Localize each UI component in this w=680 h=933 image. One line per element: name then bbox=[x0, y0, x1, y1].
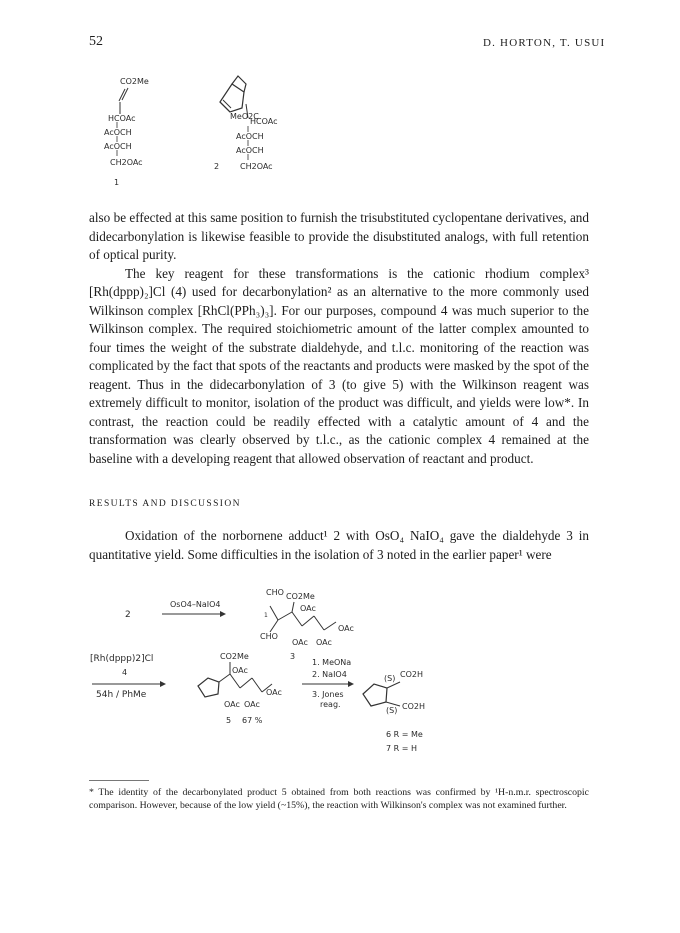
body-text-bottom bbox=[89, 527, 589, 564]
cmpd2-chain-4: CH2OAc bbox=[240, 162, 273, 171]
cmpd5-oac-3: OAc bbox=[224, 700, 240, 709]
reagent3-step2: 2. NaIO4 bbox=[312, 670, 347, 679]
cmpd3-cho-top: CHO bbox=[266, 588, 284, 597]
cmpd1-ester: CO2Me bbox=[120, 77, 149, 86]
footnote: * The identity of the decarbonylated product 5 obtained from both reactions was confirmed by ¹H-n.m.r. spectroscopic comparison. However, because of the low yield (~15%), the reaction with Wilkinson's complex was not examined further. bbox=[89, 787, 589, 811]
catalyst-formula: [Rh(dppp)2]Cl bbox=[90, 654, 154, 664]
cmpd3-ester: CO2Me bbox=[286, 592, 315, 601]
cmpd1-chain-1: HCOAc bbox=[108, 114, 136, 123]
reagent3-step3: 3. Jones bbox=[312, 690, 344, 699]
cmpd2-number: 2 bbox=[214, 162, 220, 171]
cmpd67-stereo-2: (S) bbox=[386, 706, 398, 715]
cmpd3-oac-3: OAc bbox=[292, 638, 308, 647]
cmpd67-acid-1: CO2H bbox=[400, 670, 423, 679]
cmpd67-acid-2: CO2H bbox=[402, 702, 425, 711]
reagent3-step1: 1. MeONa bbox=[312, 658, 352, 667]
cmpd1-number: 1 bbox=[114, 178, 120, 187]
cmpd2-chain-1: HCOAc bbox=[250, 117, 278, 126]
cmpd3-number: 3 bbox=[290, 652, 296, 661]
scheme-2 bbox=[80, 582, 570, 772]
cmpd2-chain-2: AcOCH bbox=[236, 132, 264, 141]
start-cmpd-number: 2 bbox=[125, 610, 131, 620]
cmpd1-chain-2: AcOCH bbox=[104, 128, 132, 137]
cmpd1-chain-3: AcOCH bbox=[104, 142, 132, 151]
cmpd2-chain-3: AcOCH bbox=[236, 146, 264, 155]
running-head: D. HORTON, T. USUI bbox=[483, 37, 606, 49]
cmpd5-oac-4: OAc bbox=[244, 700, 260, 709]
page-number: 52 bbox=[89, 34, 103, 49]
body-text-top bbox=[89, 209, 589, 468]
paragraph-3: Oxidation of the norbornene adduct¹ 2 with OsO₄ NaIO₄ gave the dialdehyde 3 in quantitative yield. Some difficulties in the isolation of 3 noted in the earlier paper¹ were bbox=[89, 528, 589, 562]
cmpd3-oac-2: OAc bbox=[338, 624, 354, 633]
cmpd3-cho-bottom: CHO bbox=[260, 632, 278, 641]
section-heading: RESULTS AND DISCUSSION bbox=[89, 499, 241, 509]
footnote-rule bbox=[89, 780, 149, 781]
reagent3-step3-cont: reag. bbox=[320, 700, 341, 709]
scheme-1 bbox=[70, 62, 400, 212]
reaction-conditions: 54h / PhMe bbox=[96, 690, 147, 700]
paragraph-1: also be effected at this same position to furnish the trisubstituted cyclopentane derivatives, and didecarbonylation is likewise feasible to provide the disubstituted analogs, with full retention of optical purity. bbox=[89, 210, 589, 262]
cmpd7-legend: 7 R = H bbox=[386, 744, 417, 753]
cmpd5-number: 5 bbox=[226, 716, 232, 725]
cmpd5-yield: 67 % bbox=[242, 716, 263, 725]
cmpd3-locant: 1 bbox=[264, 612, 268, 619]
cmpd2-ester: MeO2C bbox=[230, 112, 259, 121]
cmpd5-oac-2: OAc bbox=[266, 688, 282, 697]
cmpd3-oac-1: OAc bbox=[300, 604, 316, 613]
paragraph-2: The key reagent for these transformations is the cationic rhodium complex³ [Rh(dppp)₂]Cl (4) used for decarbonylation² as an alternative to the more commonly used Wilkinson complex [RhCl(PPh₃)₃]. For our purposes, compound 4 was much superior to the Wilkinson complex. The required stoichiometric amount of the latter complex amounted to four times the weight of the substrate dialdehyde, and t.l.c. monitoring of the reaction was complicated by the fact that spots of the reactants and products were masked by the spot of the reagent. Thus in the didecarbonylation of 3 (to give 5) with the Wilkinson reagent was extremely difficult to monitor, isolation of the product was difficult, and yields were low*. In contrast, the reaction could be readily effected with a catalytic amount of 4 and the transformation was clearly observed by t.l.c., as the cationic complex 4 remained at the baseline with a developing reagent that allowed observation of reactant and product. bbox=[89, 265, 589, 466]
reagent-osmium: OsO4–NaIO4 bbox=[170, 600, 221, 609]
cmpd3-oac-4: OAc bbox=[316, 638, 332, 647]
cmpd67-stereo-1: (S) bbox=[384, 674, 396, 683]
cmpd5-oac-1: OAc bbox=[232, 666, 248, 675]
cmpd5-ester: CO2Me bbox=[220, 652, 249, 661]
catalyst-number: 4 bbox=[122, 668, 128, 677]
cmpd1-chain-4: CH2OAc bbox=[110, 158, 143, 167]
cmpd6-legend: 6 R = Me bbox=[386, 730, 423, 739]
